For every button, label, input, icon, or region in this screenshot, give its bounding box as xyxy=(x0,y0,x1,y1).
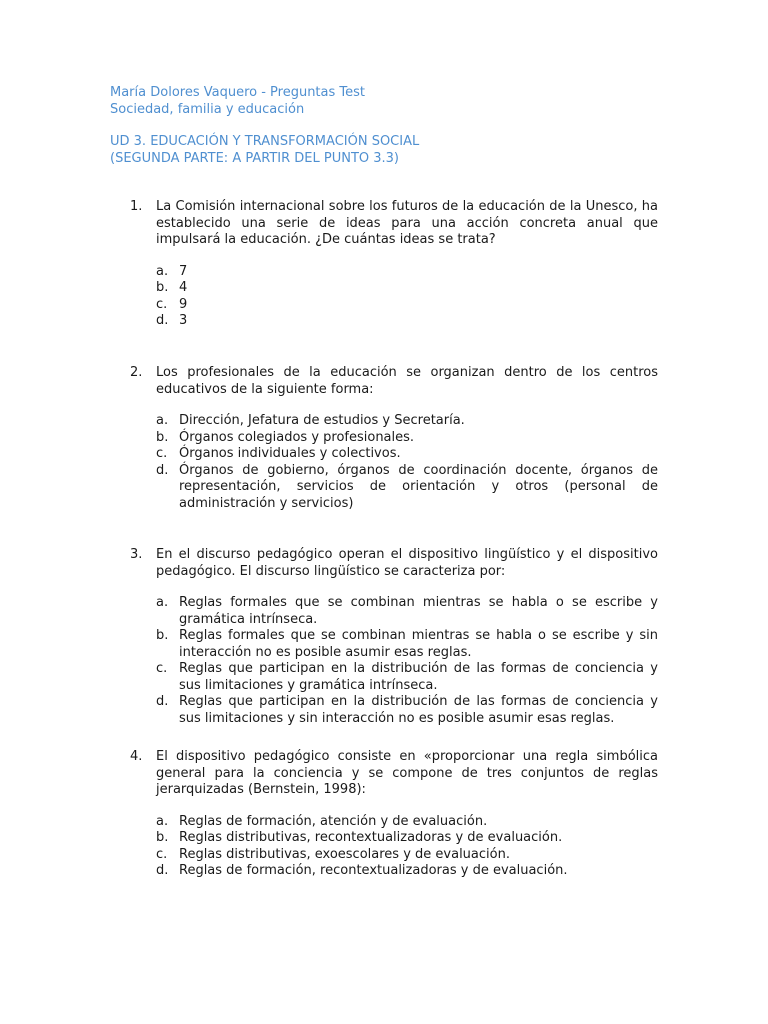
option-a: a. 7 xyxy=(156,264,658,281)
question-2 xyxy=(130,365,658,512)
question-text: Los profesionales de la educación se organizan dentro de los centros educativos de la siguiente forma: xyxy=(156,365,658,397)
question-number: 2. xyxy=(130,365,143,380)
option-text: 7 xyxy=(179,263,188,279)
question-number: 3. xyxy=(130,547,143,562)
option-text: 3 xyxy=(179,313,188,328)
option-c: c. Órganos individuales y colectivos. xyxy=(156,446,658,463)
options-list xyxy=(130,814,658,880)
option-d: d. Reglas que participan en la distribución de las formas de conciencia y sus limitaciones y sin interacción no es posible asumir esas reglas. xyxy=(156,694,658,726)
option-text: Órganos de gobierno, órganos de coordinación docente, órganos de representación, servicios de orientación y otros (personal de administración y servicios) xyxy=(179,462,658,511)
option-c: c. 9 xyxy=(156,297,658,314)
options-list xyxy=(130,413,658,512)
question-number: 1. xyxy=(130,199,143,214)
option-text: Reglas que participan en la distribución de las formas de conciencia y sus limitaciones y sin interacción no es posible asumir esas reglas. xyxy=(179,694,658,726)
subject-line: Sociedad, familia y educación xyxy=(110,101,305,117)
option-text: Reglas de formación, recontextualizadoras y de evaluación. xyxy=(179,863,568,878)
option-d: d. Órganos de gobierno, órganos de coordinación docente, órganos de representación, servicios de orientación y otros (personal de administración y servicios) xyxy=(156,462,658,511)
unit-title: UD 3. EDUCACIÓN Y TRANSFORMACIÓN SOCIAL xyxy=(110,134,420,149)
option-text: Reglas de formación, atención y de evaluación. xyxy=(179,813,488,829)
option-b: b. Órganos colegiados y profesionales. xyxy=(156,430,658,447)
option-d: d. 3 xyxy=(156,313,658,330)
option-text: Reglas formales que se combinan mientras se habla o se escribe y sin interacción no es posible asumir esas reglas. xyxy=(179,628,658,660)
option-text: 4 xyxy=(179,280,188,295)
option-text: Reglas formales que se combinan mientras se habla o se escribe y gramática intrínseca. xyxy=(179,595,658,627)
question-number: 4. xyxy=(130,749,143,764)
question-4 xyxy=(130,749,658,880)
question-text: La Comisión internacional sobre los futuros de la educación de la Unesco, ha establecido una serie de ideas para una acción concreta anual que impulsará la educación. ¿De cuántas ideas se trata? xyxy=(156,199,658,247)
option-a: a. Reglas formales que se combinan mientras se habla o se escribe y gramática intrínseca. xyxy=(156,595,658,627)
option-text: Órganos colegiados y profesionales. xyxy=(179,429,415,445)
document-header xyxy=(110,85,419,167)
question-3 xyxy=(130,547,658,727)
option-c: c. Reglas que participan en la distribución de las formas de conciencia y sus limitaciones y gramática intrínseca. xyxy=(156,661,658,693)
options-list xyxy=(130,595,658,727)
option-text: 9 xyxy=(179,296,188,312)
option-b: b. Reglas formales que se combinan mientras se habla o se escribe y sin interacción no es posible asumir esas reglas. xyxy=(156,628,658,660)
question-1 xyxy=(130,199,658,330)
options-list xyxy=(130,264,658,330)
option-a: a. Reglas de formación, atención y de evaluación. xyxy=(156,814,658,831)
option-d: d. Reglas de formación, recontextualizadoras y de evaluación. xyxy=(156,863,658,880)
question-text: En el discurso pedagógico operan el dispositivo lingüístico y el dispositivo pedagógico. El discurso lingüístico se caracteriza por: xyxy=(156,547,658,579)
option-b: b. 4 xyxy=(156,280,658,297)
unit-subtitle: (SEGUNDA PARTE: A PARTIR DEL PUNTO 3.3) xyxy=(110,150,399,166)
option-text: Órganos individuales y colectivos. xyxy=(179,446,401,461)
option-b: b. Reglas distributivas, recontextualizadoras y de evaluación. xyxy=(156,830,658,847)
option-a: a. Dirección, Jefatura de estudios y Secretaría. xyxy=(156,413,658,430)
option-c: c. Reglas distributivas, exoescolares y de evaluación. xyxy=(156,847,658,864)
option-text: Reglas que participan en la distribución de las formas de conciencia y sus limitaciones y gramática intrínseca. xyxy=(179,661,658,693)
option-text: Dirección, Jefatura de estudios y Secretaría. xyxy=(179,413,465,428)
question-text: El dispositivo pedagógico consiste en «proporcionar una regla simbólica general para la conciencia y se compone de tres conjuntos de reglas jerarquizadas (Bernstein, 1998): xyxy=(156,749,658,797)
option-text: Reglas distributivas, recontextualizadoras y de evaluación. xyxy=(179,830,563,845)
option-text: Reglas distributivas, exoescolares y de evaluación. xyxy=(179,846,510,862)
author-line: María Dolores Vaquero - Preguntas Test xyxy=(110,85,366,100)
